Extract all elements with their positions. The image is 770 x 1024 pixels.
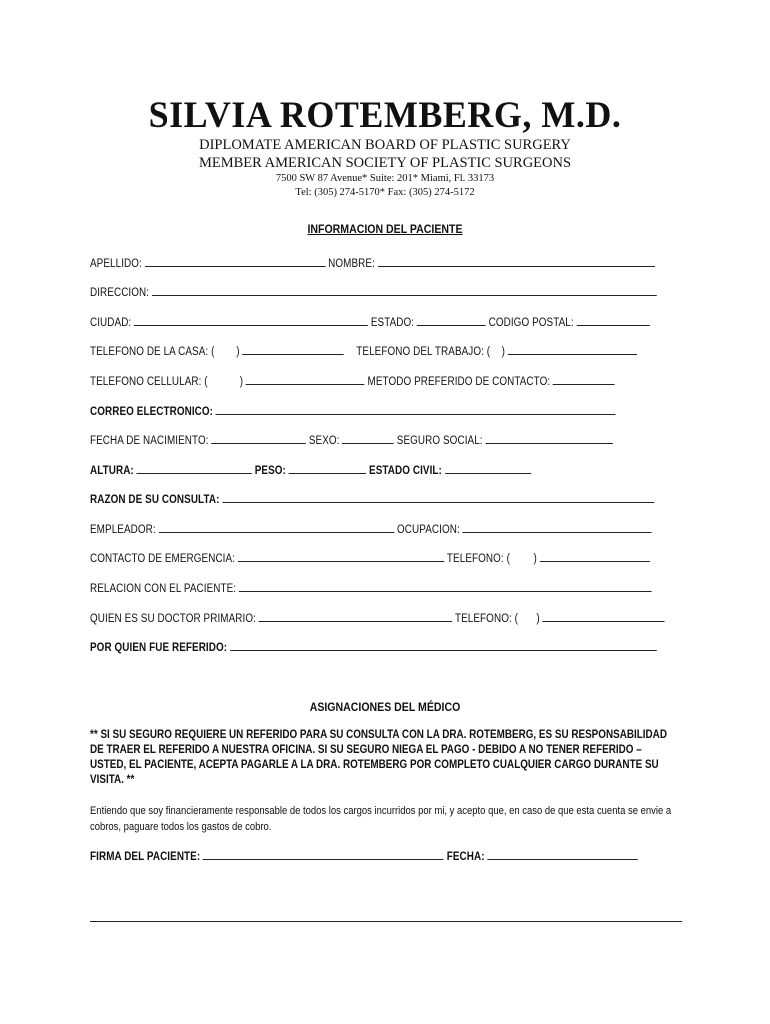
relacion-label: RELACION CON EL PACIENTE: [90,583,237,595]
doctor-name: SILVIA ROTEMBERG, M.D. [148,94,622,136]
estado-civil-label: ESTADO CIVIL: [369,465,442,477]
tel-trabajo-field[interactable] [508,344,637,355]
financial-statement: Entiendo que soy financieramente responsable de todos los cargos incurridos por mi, y acepto que, en caso de que esta cuenta se envie a cobros, paguare todos los gastos de cobro. [90,805,672,833]
physician-assignments-heading: ASIGNACIONES DEL MÉDICO [309,700,461,714]
metodo-field[interactable] [553,374,615,385]
razon-field[interactable] [222,492,654,503]
society-membership: MEMBER AMERICAN SOCIETY OF PLASTIC SURGEONS [198,155,572,171]
row-employment [90,522,580,536]
row-cell [90,374,580,388]
doctor-primario-field[interactable] [259,611,453,622]
tel-celular-field[interactable] [246,374,365,385]
nombre-label: NOMBRE: [328,258,375,270]
razon-label: RAZON DE SU CONSULTA: [90,494,220,506]
seguro-social-field[interactable] [485,433,612,444]
estado-field[interactable] [417,315,486,326]
nacimiento-field[interactable] [211,433,306,444]
correo-label: CORREO ELECTRONICO: [90,406,214,418]
row-birth [90,433,580,447]
firma-field[interactable] [203,849,444,860]
sexo-field[interactable] [342,433,394,444]
estado-label: ESTADO: [370,317,415,329]
row-physical [90,463,580,477]
ocupacion-label: OCUPACION: [397,524,460,536]
sexo-label: SEXO: [308,435,340,447]
direccion-field[interactable] [152,285,657,296]
empleador-label: EMPLEADOR: [90,524,156,536]
nacimiento-label: FECHA DE NACIMIENTO: [90,435,209,447]
apellido-field[interactable] [145,256,326,267]
altura-field[interactable] [137,463,252,474]
letterhead [0,94,770,200]
referido-label: POR QUIEN FUE REFERIDO: [90,642,228,654]
telefono2-paren: ) [536,613,540,625]
peso-field[interactable] [289,463,366,474]
office-address: 7500 SW 87 Avenue* Suite: 201* Miami, Fl. 33173 [275,173,495,184]
telefono-paren: ) [533,553,537,565]
row-relation [90,581,580,595]
firma-label: FIRMA DEL PACIENTE: [90,851,201,863]
ocupacion-field[interactable] [463,522,652,533]
tel-celular-paren: ) [239,376,244,388]
tel-celular-label: TELEFONO CELLULAR: ( [90,376,208,388]
row-reason [90,492,580,506]
tel-casa-label: TELEFONO DE LA CASA: ( [90,346,215,358]
patient-info-heading: INFORMACION DEL PACIENTE [307,222,463,236]
telefono2-field[interactable] [543,611,665,622]
seguro-social-label: SEGURO SOCIAL: [396,435,483,447]
referral-notice: ** SI SU SEGURO REQUIERE UN REFERIDO PARA SU CONSULTA CON LA DRA. ROTEMBERG, ES SU RESPONSABILIDAD DE TRAER EL REFERIDO A NUESTRA OFICINA. SI SU SEGURO NIEGA EL PAGO - DEBIDO A NO TENER REFERIDO – USTED, EL PACIENTE, ACEPTA PAGARLE A LA DRA. ROTEMBERG POR COMPLETO CUALQUIER CARGO DURANTE SU VISITA. ** [90,729,667,786]
empleador-field[interactable] [159,522,395,533]
telefono-field[interactable] [540,551,650,562]
altura-label: ALTURA: [90,465,134,477]
telefono2-label: TELEFONO: ( [454,613,519,625]
board-certification: DIPLOMATE AMERICAN BOARD OF PLASTIC SURGERY [199,137,571,153]
row-signature [90,849,580,863]
tel-casa-field[interactable] [242,344,343,355]
row-primary-doctor [90,611,580,625]
codigo-postal-label: CODIGO POSTAL: [488,317,574,329]
correo-field[interactable] [216,404,616,415]
apellido-label: APELLIDO: [90,258,142,270]
row-name [90,256,580,270]
row-address [90,285,580,299]
row-email [90,404,580,418]
contacto-emergencia-label: CONTACTO DE EMERGENCIA: [90,553,236,565]
fecha-field[interactable] [487,849,637,860]
ciudad-label: CIUDAD: [90,317,132,329]
footer-rule [90,921,682,922]
codigo-postal-field[interactable] [577,315,650,326]
fecha-label: FECHA: [446,851,485,863]
row-phones [90,344,580,358]
relacion-field[interactable] [239,581,652,592]
referido-field[interactable] [230,640,657,651]
nombre-field[interactable] [378,256,655,267]
doctor-primario-label: QUIEN ES SU DOCTOR PRIMARIO: [90,613,256,625]
direccion-label: DIRECCION: [90,287,150,299]
office-phone: Tel: (305) 274-5170* Fax: (305) 274-5172 [295,187,475,198]
row-emergency [90,551,580,565]
tel-trabajo-paren: ) [501,346,505,358]
row-referral [90,640,580,654]
metodo-label: METODO PREFERIDO DE CONTACTO: [367,376,551,388]
contacto-emergencia-field[interactable] [238,551,444,562]
estado-civil-field[interactable] [445,463,531,474]
tel-trabajo-label: TELEFONO DEL TRABAJO: ( [356,346,491,358]
tel-casa-paren: ) [236,346,240,358]
row-city [90,315,580,329]
peso-label: PESO: [254,465,286,477]
telefono-label: TELEFONO: ( [446,553,510,565]
ciudad-field[interactable] [134,315,368,326]
